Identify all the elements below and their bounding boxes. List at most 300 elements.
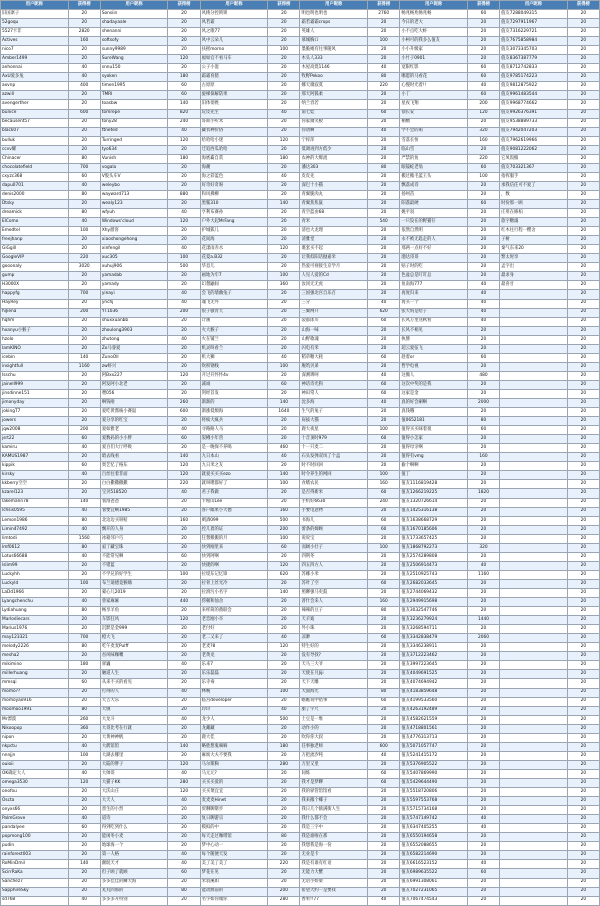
nickname-cell: 略胜想鬼嘀嘀 (200, 742, 268, 751)
nickname-cell: wayward713 (100, 190, 168, 199)
nickname-cell: 玩皮先生 (200, 109, 268, 118)
score-cell: 20 (567, 190, 599, 199)
score-cell: 20 (567, 317, 599, 326)
score-cell: 20 (268, 118, 300, 127)
score-cell: 20 (567, 209, 599, 218)
nickname-cell: rainforest003 (1, 851, 69, 860)
nickname-cell: 贴子时的吃 (400, 263, 468, 272)
nickname-cell: jokingT7 (1, 408, 69, 417)
score-cell: 20 (168, 19, 200, 28)
nickname-cell: 值友5071057747 (400, 742, 468, 751)
score-cell: 20 (268, 661, 300, 670)
table-row (1, 815, 600, 824)
nickname-cell: 再度归来 (400, 290, 468, 299)
score-cell: 500 (168, 263, 200, 272)
score-cell: 60 (368, 380, 400, 389)
score-cell: 20 (467, 598, 499, 607)
nickname-cell: 打得的人 (100, 688, 168, 697)
nickname-cell: 肩拔大猫 (300, 417, 368, 426)
nickname-cell: 青米 (300, 218, 368, 227)
nickname-cell: 普什会来人 (300, 598, 368, 607)
nickname-cell: 麦麦麦Hinet (200, 797, 268, 806)
nickname-cell: 贸聊聊斯步 (200, 806, 268, 815)
score-cell: 20 (467, 797, 499, 806)
score-cell: 100 (268, 362, 300, 371)
score-cell: 200 (68, 426, 100, 435)
nickname-cell: snnu150 (100, 64, 168, 73)
score-cell: 40 (268, 453, 300, 462)
nickname-cell: 米羽溪如 (200, 878, 268, 887)
score-cell: 20 (467, 471, 499, 480)
nickname-cell: 畅兆畅兆畅兆畅 (400, 10, 468, 19)
table-row (1, 290, 600, 299)
nickname-cell: 值友1670185606 (400, 525, 468, 534)
nickname-cell: 英雄人 (300, 28, 368, 37)
score-cell: 20 (168, 28, 200, 37)
score-cell: 40 (168, 127, 200, 136)
nickname-cell: 乐来7 (200, 661, 268, 670)
nickname-cell: 食嗜农民 (300, 480, 368, 489)
nickname-cell (500, 299, 568, 308)
nickname-cell: 值友4199533560 (400, 697, 468, 706)
nickname-cell: popmong100 (1, 833, 69, 842)
score-cell: 20 (567, 73, 599, 82)
nickname-cell: 小竹子0901 (400, 55, 468, 64)
nickname-cell (500, 353, 568, 362)
nickname-cell (500, 543, 568, 552)
nickname-cell: 指挥服手 (500, 172, 568, 181)
nickname-cell: 机灵叫看兰 (200, 344, 268, 353)
nickname-cell: 最求身 (500, 272, 568, 281)
table-row (1, 607, 600, 616)
nickname-cell: 将疯大疯兵 (200, 417, 268, 426)
nickname-cell: 值友2682033645 (400, 579, 468, 588)
score-cell: 20 (68, 389, 100, 398)
score-cell: 20 (567, 625, 599, 634)
nickname-cell: 值友4582621559 (400, 715, 468, 724)
score-cell: 20 (268, 209, 300, 218)
nickname-cell: tony28 (100, 118, 168, 127)
nickname-cell: 青空蓝由68 (300, 209, 368, 218)
score-cell: 2000 (467, 399, 499, 408)
nickname-cell: millerhuang (1, 670, 69, 679)
score-cell: 20 (567, 408, 599, 417)
nickname-cell: mikimino (1, 661, 69, 670)
nickname-cell: 纳兰容若 (300, 100, 368, 109)
score-cell: 20 (368, 760, 400, 769)
score-cell: 20 (168, 380, 200, 389)
nickname-cell: 舰筑贝弟 (300, 362, 368, 371)
nickname-cell: 很子骚青天 (200, 308, 268, 317)
nickname-cell: 马尔斯胸 (200, 760, 268, 769)
nickname-cell: 值友7316229721 (500, 28, 568, 37)
score-cell: 20 (268, 290, 300, 299)
score-cell: 160 (168, 516, 200, 525)
nickname-cell: 值友3032547746 (400, 607, 468, 616)
nickname-cell: 丸丸四那的 (100, 887, 168, 896)
score-cell: 2060 (467, 634, 499, 643)
score-cell: 20 (567, 335, 599, 344)
nickname-cell: Marlodiecars (1, 616, 69, 625)
nickname-cell: 值友3712223462 (400, 652, 468, 661)
score-cell: 20 (467, 190, 499, 199)
nickname-cell: 狂想搬搬的月 (200, 534, 268, 543)
nickname-cell: omega3530 (1, 778, 69, 787)
score-cell: 180 (268, 742, 300, 751)
nickname-cell: 触道人生 (100, 670, 168, 679)
score-cell: 20 (68, 145, 100, 154)
score-cell: 20 (567, 82, 599, 91)
nickname-cell: shenanni (100, 28, 168, 37)
nickname-cell: 南七娃 (300, 109, 368, 118)
nickname-cell: 蛋生的小烈 (100, 806, 168, 815)
score-cell: 1440 (467, 616, 499, 625)
score-cell: 20 (467, 688, 499, 697)
nickname-cell: 值友3236279924 (400, 616, 468, 625)
nickname-cell (500, 589, 568, 598)
score-cell: 20 (68, 869, 100, 878)
nickname-cell: anhonnai (1, 64, 69, 73)
nickname-cell: jqw2008 (1, 426, 69, 435)
nickname-cell (500, 697, 568, 706)
score-cell: 320 (467, 543, 499, 552)
score-cell: 20 (567, 842, 599, 851)
score-cell: 20 (168, 417, 200, 426)
header-score: 获得榜 (467, 1, 499, 10)
score-cell: 20 (268, 797, 300, 806)
nickname-cell: 风中云朵儿 (200, 37, 268, 46)
score-cell: 20 (268, 842, 300, 851)
score-cell: 60 (168, 82, 200, 91)
table-row (1, 860, 600, 869)
score-cell: 20 (368, 851, 400, 860)
nickname-cell: 机大狮 (200, 353, 268, 362)
score-cell: 140 (68, 498, 100, 507)
score-cell: 40 (467, 824, 499, 833)
score-cell: 200 (168, 308, 200, 317)
nickname-cell: 你请啊 (300, 127, 368, 136)
nickname-cell: 宽限红影 (400, 64, 468, 73)
score-cell: 20 (68, 760, 100, 769)
score-cell: 20 (467, 724, 499, 733)
nickname-cell: 哲学电视 (400, 362, 468, 371)
nickname-cell: 而阔小壮子 (300, 543, 368, 552)
table-row (1, 453, 600, 462)
nickname-cell: 吹你你大叔 (300, 733, 368, 742)
nickname-cell: 值友2510925743 (400, 570, 468, 579)
score-cell: 20 (567, 399, 599, 408)
score-cell: 40 (368, 127, 400, 136)
nickname-cell: Xhy溜客 (100, 227, 168, 236)
table-row (1, 670, 600, 679)
score-cell: 20 (268, 236, 300, 245)
table-row (1, 869, 600, 878)
score-cell: 60 (268, 380, 300, 389)
nickname-cell: GoogleVIP (1, 254, 69, 263)
score-cell: 60 (368, 634, 400, 643)
table-row (1, 163, 600, 172)
table-row (1, 842, 600, 851)
nickname-cell: 渐涨低颓海 (200, 408, 268, 417)
score-cell: 20 (467, 444, 499, 453)
header-nickname: 用户昵称 (400, 1, 468, 10)
nickname-cell: limtodi (1, 534, 69, 543)
nickname-cell: pandalyee (1, 824, 69, 833)
nickname-cell: bulluk (1, 136, 69, 145)
score-cell: 180 (168, 154, 200, 163)
nickname-cell: 值友4776313713 (400, 733, 468, 742)
score-cell: 60 (168, 435, 200, 444)
score-cell: 120 (168, 616, 200, 625)
nickname-cell: 飘落成诗 (400, 181, 468, 190)
score-cell: 220 (168, 480, 200, 489)
score-cell: 20 (368, 625, 400, 634)
nickname-cell: ScirrRaKa (1, 869, 69, 878)
table-row (1, 733, 600, 742)
score-cell: 20 (567, 172, 599, 181)
nickname-cell: zhoulong3903 (100, 326, 168, 335)
score-cell: 20 (467, 625, 499, 634)
score-cell: 20 (567, 769, 599, 778)
nickname-cell: 值友703321367 (500, 163, 568, 172)
table-row (1, 399, 600, 408)
nickname-cell: 子树 (500, 236, 568, 245)
score-cell: 20 (467, 209, 499, 218)
nickname-cell: 拉堤东记忆锋 (200, 570, 268, 579)
nickname-cell: 奥艺忆了格东 (100, 462, 168, 471)
nickname-cell: 第一人格 (100, 851, 168, 860)
nickname-cell: 老黄龙 (200, 652, 268, 661)
score-cell: 40 (368, 751, 400, 760)
nickname-cell: 那两一点好不好 (400, 245, 468, 254)
nickname-cell: becausent57 (1, 118, 69, 127)
score-cell: 20 (567, 308, 599, 317)
nickname-cell: 沈多海 (300, 399, 368, 408)
nickname-cell: Lotus66688 (1, 552, 69, 561)
nickname-cell: 龙少人 (200, 715, 268, 724)
nickname-cell: 大陆的胖子 (100, 760, 168, 769)
score-cell: 20 (268, 426, 300, 435)
score-cell: 20 (467, 715, 499, 724)
nickname-cell: 我是有谁有红语 (300, 860, 368, 869)
score-cell: 20 (268, 724, 300, 733)
nickname-cell: yinayi (100, 290, 168, 299)
table-row (1, 236, 600, 245)
nickname-cell: 十一只麦二 (300, 444, 368, 453)
table-row (1, 218, 600, 227)
table-row (1, 561, 600, 570)
nickname-cell (500, 435, 568, 444)
nickname-cell: 皮皮先 (300, 172, 368, 181)
nickname-cell: SureWang (100, 55, 168, 64)
nickname-cell: 人见人爱的Cd (300, 272, 368, 281)
score-cell: 20 (567, 371, 599, 380)
score-cell: 20 (268, 607, 300, 616)
nickname-cell: 开过开怀怀4v (200, 371, 268, 380)
score-cell: 80 (268, 833, 300, 842)
score-cell: 60 (168, 91, 200, 100)
nickname-cell: 今日的老大 (400, 19, 468, 28)
nickname-cell: 九日米之友 (200, 462, 268, 471)
table-row (1, 353, 600, 362)
score-cell: 820 (168, 109, 200, 118)
score-cell: 20 (368, 679, 400, 688)
score-cell: 100 (268, 46, 300, 55)
score-cell: 20 (467, 652, 499, 661)
nickname-cell: 凉渺 (300, 634, 368, 643)
table-row (1, 724, 600, 733)
score-cell: 20 (168, 896, 200, 905)
table-row (1, 91, 600, 100)
score-cell: 100 (68, 227, 100, 236)
score-cell: 40 (68, 769, 100, 778)
score-cell: 20 (168, 353, 200, 362)
score-cell: 20 (368, 199, 400, 208)
nickname-cell: 值友5597553768 (400, 797, 468, 806)
nickname-cell: 值友1868792273 (400, 543, 468, 552)
nickname-cell (500, 733, 568, 742)
table-row (1, 806, 600, 815)
score-cell: 20 (168, 236, 200, 245)
score-cell: 20 (567, 670, 599, 679)
score-cell: 260 (168, 399, 200, 408)
nickname-cell: softsofy (100, 37, 168, 46)
nickname-cell: 曾家麻麻 (100, 598, 168, 607)
nickname-cell: 大面海光 (300, 688, 368, 697)
score-cell: 20 (467, 751, 499, 760)
score-cell: 40 (168, 245, 200, 254)
nickname-cell: 海之彩蓝色 (200, 172, 268, 181)
score-cell: 60 (467, 64, 499, 73)
nickname-cell: sd768 (1, 896, 69, 905)
score-cell: 180 (68, 661, 100, 670)
nickname-cell: 布兰迪德竟猴嗨 (100, 579, 168, 588)
score-cell: 60 (268, 543, 300, 552)
nickname-cell (500, 380, 568, 389)
score-cell: 20 (168, 634, 200, 643)
nickname-cell: 爱百们大厅呼吸 (100, 444, 168, 453)
nickname-cell: hiJiena (1, 308, 69, 317)
nickname-cell (500, 661, 568, 670)
nickname-cell: 古原原 (200, 82, 268, 91)
score-cell: 100 (368, 37, 400, 46)
nickname-cell: 画地为牢7 (200, 272, 268, 281)
score-cell: 20 (567, 281, 599, 290)
nickname-cell: 老付好 (200, 625, 268, 634)
nickname-cell: 心慢时光着!! (400, 82, 468, 91)
score-cell: 20 (467, 480, 499, 489)
nickname-cell: Chinacer (1, 154, 69, 163)
nickname-cell: 马元元? (200, 769, 268, 778)
score-cell: 20 (168, 643, 200, 652)
score-cell: 20 (368, 46, 400, 55)
nickname-cell: 和风拂柳 (200, 190, 268, 199)
table-row (1, 426, 600, 435)
nickname-cell (500, 760, 568, 769)
nickname-cell: 照聊强马吏鼓 (300, 589, 368, 598)
nickname-cell: 执簪 (400, 335, 468, 344)
nickname-cell: 值友7962619966 (500, 136, 568, 145)
nickname-cell: black07 (1, 127, 69, 136)
score-cell: 20 (467, 326, 499, 335)
nickname-cell: Dtsky (1, 199, 69, 208)
score-cell: 20 (567, 652, 599, 661)
nickname-cell: 深测圳呵 (300, 371, 368, 380)
score-cell: 20 (567, 679, 599, 688)
nickname-cell: 蕾条的婶顾 (300, 525, 368, 534)
score-cell: 20 (368, 209, 400, 218)
score-cell: 2820 (68, 28, 100, 37)
nickname-cell (500, 498, 568, 507)
score-cell: 20 (467, 579, 499, 588)
score-cell: 20 (467, 697, 499, 706)
score-cell: 20 (268, 679, 300, 688)
score-cell: 20 (567, 788, 599, 797)
score-cell: 20 (368, 290, 400, 299)
nickname-cell: nnnjjn (1, 751, 69, 760)
nickname-cell: ouioii (1, 760, 69, 769)
nickname-cell: 魂飞无外 (200, 299, 268, 308)
nickname-cell: 飘开的人身 (100, 525, 168, 534)
score-cell: 20 (567, 471, 599, 480)
score-cell: 20 (368, 417, 400, 426)
nickname-cell: 临山雪 (400, 145, 468, 154)
score-cell: 20 (567, 362, 599, 371)
score-cell: 40 (368, 896, 400, 905)
nickname-cell: 值友6347405255 (400, 824, 468, 833)
nickname-cell: Lyangchenchu (1, 598, 69, 607)
score-cell: 20 (368, 589, 400, 598)
score-cell: 20 (68, 851, 100, 860)
score-cell: 20 (467, 507, 499, 516)
score-cell: 60 (467, 353, 499, 362)
nickname-cell: 大吉大乐 (100, 697, 168, 706)
score-cell: 120 (168, 471, 200, 480)
score-cell: 20 (368, 154, 400, 163)
score-cell: 20 (268, 778, 300, 787)
score-cell: 20 (368, 55, 400, 64)
nickname-cell: may123321 (1, 634, 69, 643)
score-cell: 60 (467, 199, 499, 208)
score-cell: 20 (168, 272, 200, 281)
score-cell: 20 (68, 652, 100, 661)
table-row (1, 552, 600, 561)
score-cell: 100 (368, 426, 400, 435)
nickname-cell: 繁太时享 (500, 254, 568, 263)
nickname-cell: 张大妈是哈子 (400, 308, 468, 317)
nickname-cell: freejhanp (1, 236, 69, 245)
nickname-cell: dapu0701 (1, 181, 69, 190)
nickname-cell: 值友9926376391 (500, 109, 568, 118)
nickname-cell (500, 471, 568, 480)
nickname-cell (500, 607, 568, 616)
nickname-cell: 娜天微寂寞 (300, 82, 368, 91)
nickname-cell: 甜了宇尺 (300, 706, 368, 715)
nickname-cell: 外小珠 (300, 625, 368, 634)
nickname-cell: jimonyday (1, 399, 69, 408)
score-cell: 160 (68, 37, 100, 46)
score-cell: 480 (467, 371, 499, 380)
score-cell: 20 (467, 335, 499, 344)
score-cell: 460 (268, 444, 300, 453)
score-cell: 60 (68, 824, 100, 833)
score-cell: 20 (567, 742, 599, 751)
nickname-cell (500, 579, 568, 588)
score-cell: 20 (368, 661, 400, 670)
table-row (1, 181, 600, 190)
score-cell: 20 (168, 878, 200, 887)
nickname-cell: 宝贝518520 (100, 489, 168, 498)
